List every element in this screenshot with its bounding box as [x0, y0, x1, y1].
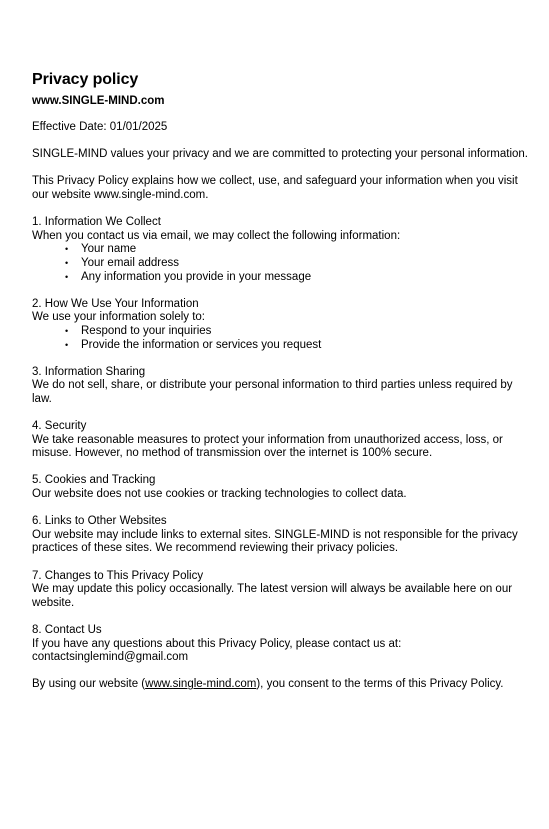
- section-body: We do not sell, share, or distribute your personal information to third parties unless required by law.: [32, 379, 513, 405]
- section-body: Our website may include links to external sites. SINGLE-MIND is not responsible for the privacy practices of these sites. We recommend reviewing their privacy policies.: [32, 528, 518, 555]
- list-item-text: Any information you provide in your message: [81, 270, 312, 283]
- bullet-icon: •: [65, 244, 69, 255]
- bullet-icon: •: [65, 339, 69, 350]
- closing-prefix: By using our website (: [32, 678, 146, 691]
- list-item: [65, 243, 529, 257]
- site-name: www.SINGLE-MIND.com: [32, 95, 165, 107]
- closing-paragraph: [32, 678, 529, 692]
- section-body: We may update this policy occasionally. The latest version will always be available here on our website.: [32, 583, 513, 609]
- list-item-text: Your email address: [81, 256, 180, 269]
- section-heading: 2. How We Use Your Information: [32, 297, 199, 310]
- list-item-text: Your name: [81, 243, 137, 256]
- list-item: [65, 338, 529, 353]
- section-body: If you have any questions about this Privacy Policy, please contact us at:: [32, 637, 402, 650]
- contact-email: contactsinglemind@gmail.com: [32, 651, 189, 664]
- section-information-sharing: [32, 366, 529, 407]
- bullet-list: [32, 243, 529, 284]
- intro-paragraph-1: SINGLE-MIND values your privacy and we are committed to protecting your personal information.: [32, 148, 528, 161]
- section-security: [32, 420, 529, 461]
- section-heading: 4. Security: [32, 420, 87, 433]
- list-item-text: Provide the information or services you request: [81, 338, 322, 351]
- section-heading: 5. Cookies and Tracking: [32, 474, 156, 487]
- section-contact: [32, 624, 529, 665]
- bullet-icon: •: [65, 271, 69, 282]
- closing-suffix: ), you consent to the terms of this Privacy Policy.: [256, 678, 504, 691]
- list-item: [65, 270, 529, 285]
- section-cookies: [32, 474, 529, 501]
- website-link[interactable]: www.single-mind.com: [145, 678, 257, 691]
- section-body: Our website does not use cookies or tracking technologies to collect data.: [32, 488, 407, 501]
- section-changes: [32, 570, 529, 611]
- section-body: We use your information solely to:: [32, 311, 206, 324]
- list-item: [65, 324, 529, 339]
- bullet-list: [32, 325, 529, 352]
- list-item-text: Respond to your inquiries: [81, 324, 212, 337]
- section-heading: 8. Contact Us: [32, 623, 102, 636]
- list-item: [65, 256, 529, 271]
- effective-date: Effective Date: 01/01/2025: [32, 121, 168, 133]
- section-heading: 3. Information Sharing: [32, 365, 146, 378]
- section-links: [32, 515, 529, 556]
- page-title: Privacy policy: [32, 71, 139, 88]
- section-information-collect: [32, 216, 529, 284]
- section-heading: 7. Changes to This Privacy Policy: [32, 569, 204, 582]
- section-body: We take reasonable measures to protect your information from unauthorized access, loss, or misuse. However, no method of transmission over the internet is 100% secure.: [32, 433, 503, 460]
- intro-paragraph-2: This Privacy Policy explains how we collect, use, and safeguard your information when you visit our website www.single-mind.com.: [32, 175, 518, 201]
- section-heading: 6. Links to Other Websites: [32, 515, 167, 528]
- bullet-icon: •: [65, 257, 69, 268]
- section-body: When you contact us via email, we may collect the following information:: [32, 229, 401, 242]
- section-how-we-use: [32, 298, 529, 352]
- bullet-icon: •: [65, 325, 69, 336]
- section-heading: 1. Information We Collect: [32, 216, 161, 229]
